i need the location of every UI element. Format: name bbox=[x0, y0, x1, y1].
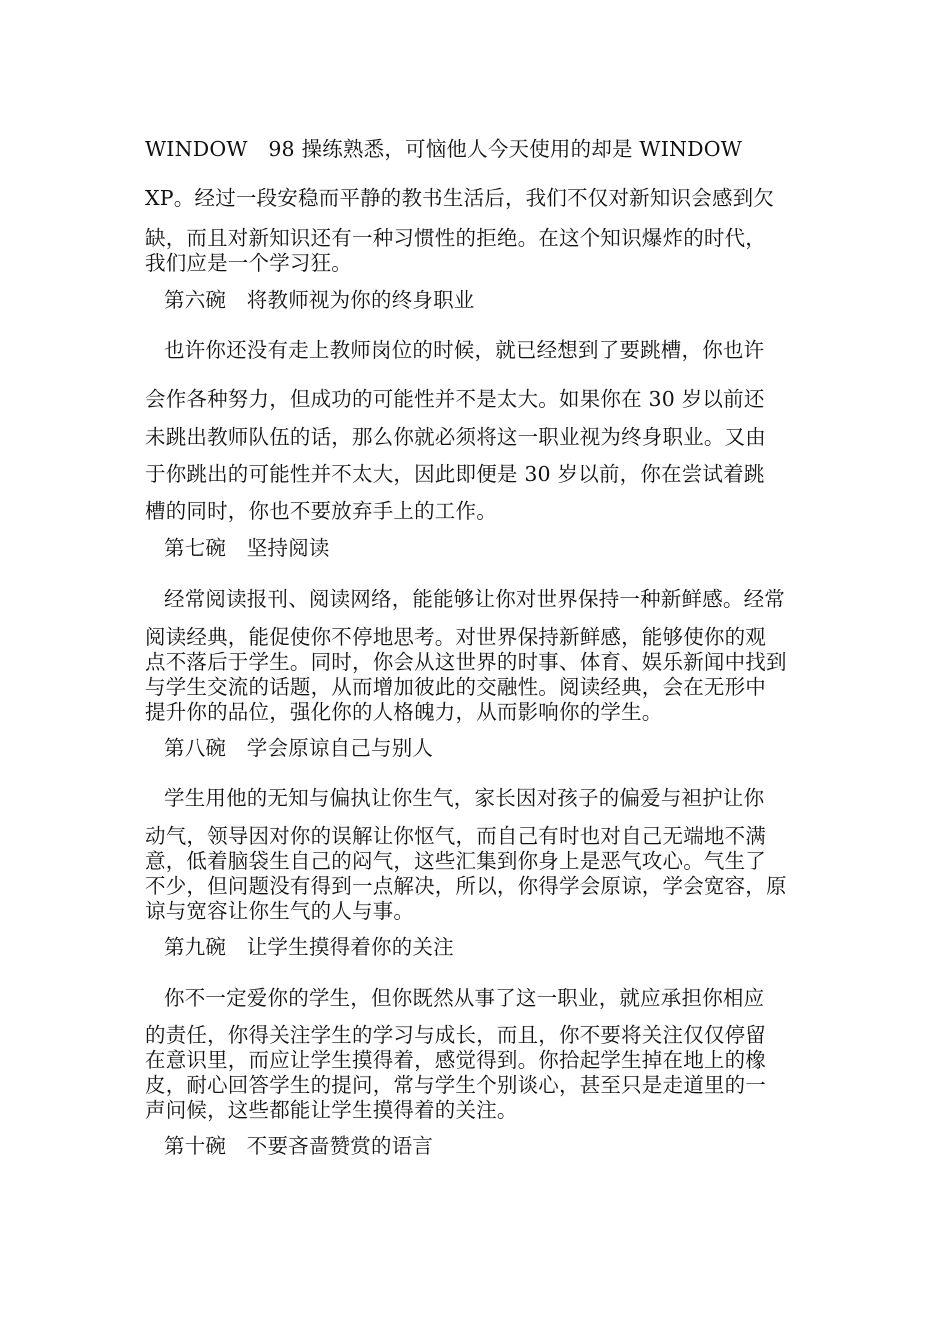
text-line: 意，低着脑袋生自己的闷气，这些汇集到你身上是恶气攻心。气生了 bbox=[145, 849, 766, 873]
text-line: XP。经过一段安稳而平静的教书生活后，我们不仅对新知识会感到欠 bbox=[145, 186, 775, 210]
text-line: 会作各种努力，但成功的可能性并不是太大。如果你在 30 岁以前还 bbox=[145, 387, 765, 411]
text-line: 不少，但问题没有得到一点解决，所以，你得学会原谅，学会宽容，原 bbox=[145, 874, 787, 898]
text-line: 也许你还没有走上教师岗位的时候，就已经想到了要跳槽，你也许 bbox=[164, 338, 765, 362]
text-line: WINDOW 98 操练熟悉，可恼他人今天使用的却是 WINDOW bbox=[145, 137, 743, 161]
text-line: 未跳出教师队伍的话，那么你就必须将这一职业视为终身职业。又由 bbox=[145, 425, 766, 449]
text-line: 我们应是一个学习狂。 bbox=[145, 251, 352, 275]
text-line: 点不落后于学生。同时，你会从这世界的时事、体育、娱乐新闻中找到 bbox=[145, 650, 787, 674]
text-line: 在意识里，而应让学生摸得着，感觉得到。你拾起学生掉在地上的橡 bbox=[145, 1048, 766, 1072]
text-line: 阅读经典，能促使你不停地思考。对世界保持新鲜感，能够使你的观 bbox=[145, 625, 766, 649]
text-line: 经常阅读报刊、阅读网络，能能够让你对世界保持一种新鲜感。经常 bbox=[164, 587, 785, 611]
text-line: 谅与宽容让你生气的人与事。 bbox=[145, 899, 415, 923]
text-line: 皮，耐心回答学生的提问，常与学生个别谈心，甚至只是走道里的一 bbox=[145, 1073, 766, 1097]
text-line: 缺，而且对新知识还有一种习惯性的拒绝。在这个知识爆炸的时代， bbox=[145, 226, 766, 250]
text-line: 提升你的品位，强化你的人格魄力，从而影响你的学生。 bbox=[145, 700, 663, 724]
text-line: 动气，领导因对你的误解让你怄气，而自己有时也对自己无端地不满 bbox=[145, 824, 766, 848]
section-heading: 第七碗 坚持阅读 bbox=[164, 536, 330, 560]
text-line: 槽的同时，你也不要放弃手上的工作。 bbox=[145, 499, 497, 523]
section-heading: 第九碗 让学生摸得着你的关注 bbox=[164, 935, 454, 959]
text-line: 你不一定爱你的学生，但你既然从事了这一职业，就应承担你相应 bbox=[164, 986, 765, 1010]
text-line: 学生用他的无知与偏执让你生气，家长因对孩子的偏爱与袒护让你 bbox=[164, 786, 765, 810]
text-line: 与学生交流的话题，从而增加彼此的交融性。阅读经典，会在无形中 bbox=[145, 675, 766, 699]
text-line: 于你跳出的可能性并不太大，因此即便是 30 岁以前，你在尝试着跳 bbox=[145, 462, 765, 486]
section-heading: 第六碗 将教师视为你的终身职业 bbox=[164, 288, 475, 312]
section-heading: 第八碗 学会原谅自己与别人 bbox=[164, 736, 434, 760]
section-heading: 第十碗 不要吝啬赞赏的语言 bbox=[164, 1134, 434, 1158]
text-line: 声问候，这些都能让学生摸得着的关注。 bbox=[145, 1098, 518, 1122]
text-line: 的责任，你得关注学生的学习与成长，而且，你不要将关注仅仅停留 bbox=[145, 1023, 766, 1047]
